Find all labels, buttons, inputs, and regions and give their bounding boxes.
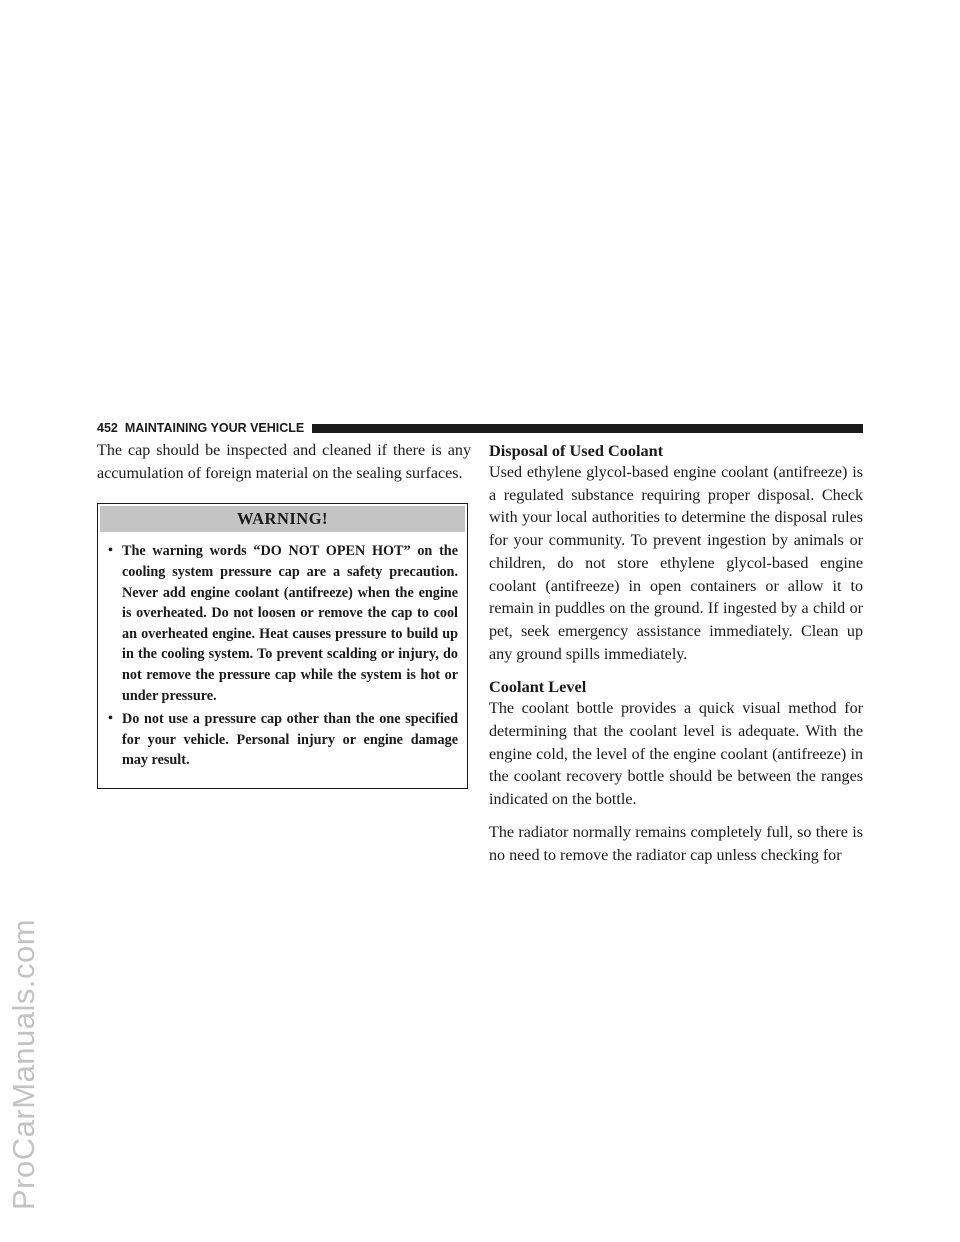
- coolant-level-heading: Coolant Level: [489, 677, 587, 697]
- cap-inspection-paragraph: The cap should be inspected and cleaned if there is any accumulation of foreign material on the sealing surfaces.: [97, 442, 471, 482]
- warning-title-bar: [100, 506, 465, 532]
- coolant-level-paragraph: The coolant bottle provides a quick visual method for determining that the coolant level is adequate. With the engine cold, the level of the engine coolant (antifreeze) in the coolant recovery bottle should be between the ranges indicated on the bottle.: [489, 700, 863, 809]
- bullet-icon: •: [108, 543, 113, 559]
- bullet-icon: •: [108, 711, 113, 727]
- section-title: MAINTAINING YOUR VEHICLE: [124, 421, 305, 435]
- warning-item: [108, 709, 458, 771]
- warning-box: [97, 503, 468, 789]
- page-number: 452: [97, 421, 118, 435]
- warning-item: [108, 541, 458, 706]
- warning-list: [98, 541, 467, 771]
- warning-title: WARNING!: [236, 509, 329, 529]
- side-watermark: ProCarManuals.com: [6, 918, 41, 1210]
- disposal-paragraph: Used ethylene glycol-based engine coolant (antifreeze) is a regulated substance requiring proper disposal. Check with your local authorities to determine the disposal rules for your community. To prevent ingestion by animals or children, do not store ethylene glycol-based engine coolant (antifreeze) in open containers or allow it to remain in puddles on the ground. If ingested by a child or pet, seek emergency assistance immediately. Clean up any ground spills immediately.: [489, 464, 863, 663]
- warning-item-text: Do not use a pressure cap other than the one specified for your vehicle. Personal injury or engine damage may result.: [122, 711, 458, 769]
- header-rule: [312, 424, 863, 433]
- disposal-heading: Disposal of Used Coolant: [489, 441, 664, 460]
- radiator-paragraph: The radiator normally remains completely full, so there is no need to remove the radiator cap unless checking for: [489, 823, 863, 864]
- left-column: [97, 440, 471, 789]
- warning-item-text: The warning words “DO NOT OPEN HOT” on the cooling system pressure cap are a safety precaution. Never add engine coolant (antifreeze) when the engine is overheated. Do not loosen or remove the cap to cool an overheated engine. Heat causes pressure to build up in the cooling system. To prevent scalding or injury, do not remove the pressure cap while the system is hot or under pressure.: [122, 543, 458, 704]
- right-column: [489, 440, 863, 867]
- running-header: [97, 418, 863, 438]
